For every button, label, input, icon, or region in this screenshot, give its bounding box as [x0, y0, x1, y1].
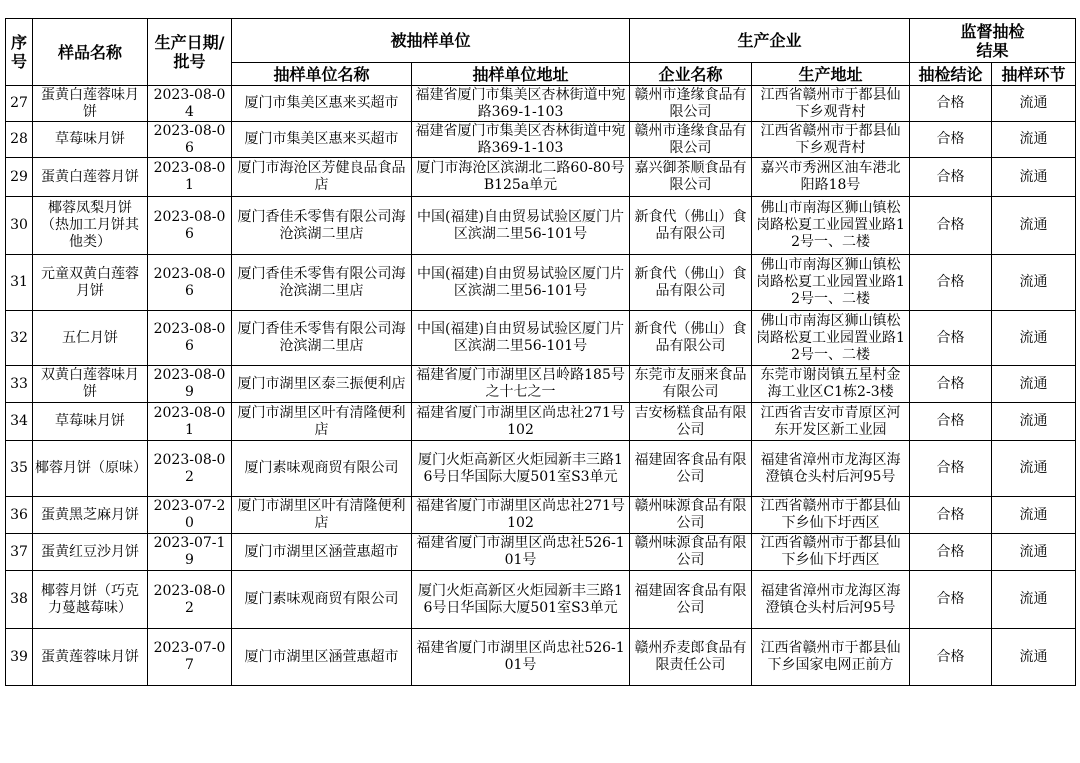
cell-manufacturer-name: 嘉兴御茶顺食品有限公司: [630, 158, 752, 197]
table-row: [6, 255, 1076, 311]
cell-seq: 37: [6, 534, 33, 571]
cell-production-date: 2023-08-09: [148, 366, 232, 403]
cell-stage: 流通: [992, 497, 1076, 534]
header-manufacturer-name: 企业名称: [630, 63, 752, 86]
header-result-group: [910, 19, 1076, 63]
cell-sampled-unit-name: 厦门香佳禾零售有限公司海沧滨湖二里店: [232, 197, 412, 255]
cell-seq: 29: [6, 158, 33, 197]
cell-stage: 流通: [992, 571, 1076, 629]
cell-sampled-unit-name: 厦门市湖里区叶有清隆便利店: [232, 497, 412, 534]
cell-sampled-unit-name: 厦门素味观商贸有限公司: [232, 441, 412, 497]
cell-sampled-unit-name: 厦门市湖里区涵萱惠超市: [232, 629, 412, 686]
cell-sampled-unit-name: 厦门市海沧区芳健良品食品店: [232, 158, 412, 197]
cell-manufacturer-address: 嘉兴市秀洲区油车港北阳路18号: [752, 158, 910, 197]
header-result: 监督抽检结果: [960, 21, 1025, 60]
cell-manufacturer-name: 新食代（佛山）食品有限公司: [630, 311, 752, 366]
header-sampled-unit: 被抽样单位: [232, 19, 630, 63]
table-row: [6, 403, 1076, 441]
cell-sampled-unit-address: 福建省厦门市集美区杏林街道中宛路369-1-103: [412, 122, 630, 158]
cell-sampled-unit-address: 中国(福建)自由贸易试验区厦门片区滨湖二里56-101号: [412, 197, 630, 255]
cell-manufacturer-address: 江西省赣州市于都县仙下乡观背村: [752, 122, 910, 158]
cell-sample-name: 蛋黄白莲蓉味月饼: [33, 86, 148, 122]
cell-sample-name: 元童双黄白莲蓉月饼: [33, 255, 148, 311]
table-row: [6, 366, 1076, 403]
cell-manufacturer-name: 福建固客食品有限公司: [630, 571, 752, 629]
cell-sampled-unit-address: 厦门火炬高新区火炬园新丰三路16号日华国际大厦501室S3单元: [412, 571, 630, 629]
header-conclusion: 抽检结论: [910, 63, 992, 86]
table-row: [6, 534, 1076, 571]
cell-sample-name: 蛋黄红豆沙月饼: [33, 534, 148, 571]
cell-manufacturer-address: 东莞市谢岗镇五星村金海工业区C1栋2-3楼: [752, 366, 910, 403]
cell-conclusion: 合格: [910, 497, 992, 534]
cell-production-date: 2023-08-06: [148, 255, 232, 311]
cell-manufacturer-address: 江西省赣州市于都县仙下乡国家电网正前方: [752, 629, 910, 686]
cell-manufacturer-name: 新食代（佛山）食品有限公司: [630, 197, 752, 255]
cell-stage: 流通: [992, 534, 1076, 571]
cell-production-date: 2023-08-01: [148, 158, 232, 197]
cell-production-date: 2023-07-07: [148, 629, 232, 686]
cell-sample-name: 蛋黄莲蓉味月饼: [33, 629, 148, 686]
table-row: [6, 311, 1076, 366]
cell-conclusion: 合格: [910, 86, 992, 122]
cell-sampled-unit-name: 厦门素味观商贸有限公司: [232, 571, 412, 629]
table-header: [6, 19, 1076, 86]
cell-manufacturer-name: 赣州乔麦郎食品有限责任公司: [630, 629, 752, 686]
cell-sample-name: 蛋黄黑芝麻月饼: [33, 497, 148, 534]
cell-stage: 流通: [992, 403, 1076, 441]
cell-stage: 流通: [992, 255, 1076, 311]
cell-production-date: 2023-07-19: [148, 534, 232, 571]
cell-sample-name: 双黄白莲蓉味月饼: [33, 366, 148, 403]
cell-manufacturer-address: 江西省赣州市于都县仙下乡仙下圩西区: [752, 497, 910, 534]
header-production-date: 生产日期/批号: [148, 19, 232, 86]
table-body: [6, 86, 1076, 686]
cell-conclusion: 合格: [910, 366, 992, 403]
cell-manufacturer-address: 佛山市南海区狮山镇松岗路松夏工业园置业路12号一、二楼: [752, 197, 910, 255]
cell-stage: 流通: [992, 86, 1076, 122]
header-seq: 序号: [6, 19, 33, 86]
cell-seq: 32: [6, 311, 33, 366]
cell-stage: 流通: [992, 441, 1076, 497]
cell-sample-name: 椰蓉月饼（巧克力蔓越莓味）: [33, 571, 148, 629]
cell-conclusion: 合格: [910, 629, 992, 686]
cell-seq: 31: [6, 255, 33, 311]
document-sheet: [5, 18, 1076, 686]
cell-sampled-unit-name: 厦门香佳禾零售有限公司海沧滨湖二里店: [232, 255, 412, 311]
cell-stage: 流通: [992, 311, 1076, 366]
cell-stage: 流通: [992, 197, 1076, 255]
cell-sampled-unit-name: 厦门市湖里区涵萱惠超市: [232, 534, 412, 571]
cell-seq: 35: [6, 441, 33, 497]
table-row: [6, 197, 1076, 255]
table-row: [6, 571, 1076, 629]
cell-sampled-unit-address: 厦门火炬高新区火炬园新丰三路16号日华国际大厦501室S3单元: [412, 441, 630, 497]
header-stage: 抽样环节: [992, 63, 1076, 86]
table-row: [6, 86, 1076, 122]
cell-sampled-unit-address: 福建省厦门市湖里区尚忠社526-101号: [412, 629, 630, 686]
cell-seq: 36: [6, 497, 33, 534]
cell-sampled-unit-address: 福建省厦门市集美区杏林街道中宛路369-1-103: [412, 86, 630, 122]
cell-manufacturer-name: 赣州市逢缘食品有限公司: [630, 122, 752, 158]
cell-production-date: 2023-08-06: [148, 197, 232, 255]
cell-production-date: 2023-08-01: [148, 403, 232, 441]
cell-seq: 28: [6, 122, 33, 158]
cell-sampled-unit-name: 厦门市湖里区叶有清隆便利店: [232, 403, 412, 441]
cell-sample-name: 椰蓉凤梨月饼（热加工月饼其他类）: [33, 197, 148, 255]
cell-sampled-unit-name: 厦门市湖里区泰三振便利店: [232, 366, 412, 403]
cell-conclusion: 合格: [910, 441, 992, 497]
table-row: [6, 629, 1076, 686]
table-row: [6, 441, 1076, 497]
cell-sampled-unit-address: 中国(福建)自由贸易试验区厦门片区滨湖二里56-101号: [412, 255, 630, 311]
cell-manufacturer-address: 福建省漳州市龙海区海澄镇仓头村后河95号: [752, 441, 910, 497]
cell-sample-name: 椰蓉月饼（原味）: [33, 441, 148, 497]
cell-conclusion: 合格: [910, 158, 992, 197]
header-row-top: [6, 19, 1076, 63]
table-row: [6, 158, 1076, 197]
cell-sampled-unit-address: 福建省厦门市湖里区吕岭路185号之十七之一: [412, 366, 630, 403]
cell-conclusion: 合格: [910, 255, 992, 311]
cell-manufacturer-address: 佛山市南海区狮山镇松岗路松夏工业园置业路12号一、二楼: [752, 311, 910, 366]
sampling-results-table: [5, 18, 1076, 686]
cell-manufacturer-name: 赣州味源食品有限公司: [630, 497, 752, 534]
cell-stage: 流通: [992, 158, 1076, 197]
cell-manufacturer-name: 吉安杨糕食品有限公司: [630, 403, 752, 441]
cell-manufacturer-name: 赣州市逢缘食品有限公司: [630, 86, 752, 122]
cell-production-date: 2023-07-20: [148, 497, 232, 534]
cell-conclusion: 合格: [910, 122, 992, 158]
cell-production-date: 2023-08-02: [148, 571, 232, 629]
cell-sampled-unit-address: 福建省厦门市湖里区尚忠社271号102: [412, 497, 630, 534]
cell-manufacturer-address: 江西省赣州市于都县仙下乡仙下圩西区: [752, 534, 910, 571]
header-sample-name: 样品名称: [33, 19, 148, 86]
cell-sample-name: 五仁月饼: [33, 311, 148, 366]
cell-sampled-unit-address: 福建省厦门市湖里区尚忠社271号102: [412, 403, 630, 441]
cell-manufacturer-name: 福建固客食品有限公司: [630, 441, 752, 497]
table-row: [6, 122, 1076, 158]
cell-sampled-unit-address: 中国(福建)自由贸易试验区厦门片区滨湖二里56-101号: [412, 311, 630, 366]
cell-manufacturer-address: 江西省吉安市青原区河东开发区新工业园: [752, 403, 910, 441]
cell-sampled-unit-name: 厦门香佳禾零售有限公司海沧滨湖二里店: [232, 311, 412, 366]
header-manufacturer: 生产企业: [630, 19, 910, 63]
cell-seq: 27: [6, 86, 33, 122]
cell-conclusion: 合格: [910, 534, 992, 571]
cell-conclusion: 合格: [910, 197, 992, 255]
cell-stage: 流通: [992, 122, 1076, 158]
cell-conclusion: 合格: [910, 311, 992, 366]
cell-seq: 33: [6, 366, 33, 403]
cell-manufacturer-address: 江西省赣州市于都县仙下乡观背村: [752, 86, 910, 122]
cell-manufacturer-address: 福建省漳州市龙海区海澄镇仓头村后河95号: [752, 571, 910, 629]
header-sampled-unit-name: 抽样单位名称: [232, 63, 412, 86]
header-sampled-unit-address: 抽样单位地址: [412, 63, 630, 86]
cell-conclusion: 合格: [910, 571, 992, 629]
cell-seq: 34: [6, 403, 33, 441]
cell-seq: 30: [6, 197, 33, 255]
cell-manufacturer-name: 东莞市友丽来食品有限公司: [630, 366, 752, 403]
cell-sample-name: 草莓味月饼: [33, 122, 148, 158]
cell-sampled-unit-name: 厦门市集美区惠来买超市: [232, 86, 412, 122]
cell-production-date: 2023-08-06: [148, 311, 232, 366]
cell-manufacturer-name: 赣州味源食品有限公司: [630, 534, 752, 571]
cell-production-date: 2023-08-02: [148, 441, 232, 497]
cell-manufacturer-address: 佛山市南海区狮山镇松岗路松夏工业园置业路12号一、二楼: [752, 255, 910, 311]
cell-stage: 流通: [992, 629, 1076, 686]
cell-sample-name: 草莓味月饼: [33, 403, 148, 441]
cell-sampled-unit-address: 厦门市海沧区滨湖北二路60-80号B125a单元: [412, 158, 630, 197]
cell-seq: 39: [6, 629, 33, 686]
cell-sample-name: 蛋黄白莲蓉月饼: [33, 158, 148, 197]
cell-production-date: 2023-08-06: [148, 122, 232, 158]
cell-production-date: 2023-08-04: [148, 86, 232, 122]
cell-seq: 38: [6, 571, 33, 629]
cell-sampled-unit-address: 福建省厦门市湖里区尚忠社526-101号: [412, 534, 630, 571]
cell-conclusion: 合格: [910, 403, 992, 441]
header-manufacturer-address: 生产地址: [752, 63, 910, 86]
table-row: [6, 497, 1076, 534]
cell-stage: 流通: [992, 366, 1076, 403]
cell-manufacturer-name: 新食代（佛山）食品有限公司: [630, 255, 752, 311]
cell-sampled-unit-name: 厦门市集美区惠来买超市: [232, 122, 412, 158]
